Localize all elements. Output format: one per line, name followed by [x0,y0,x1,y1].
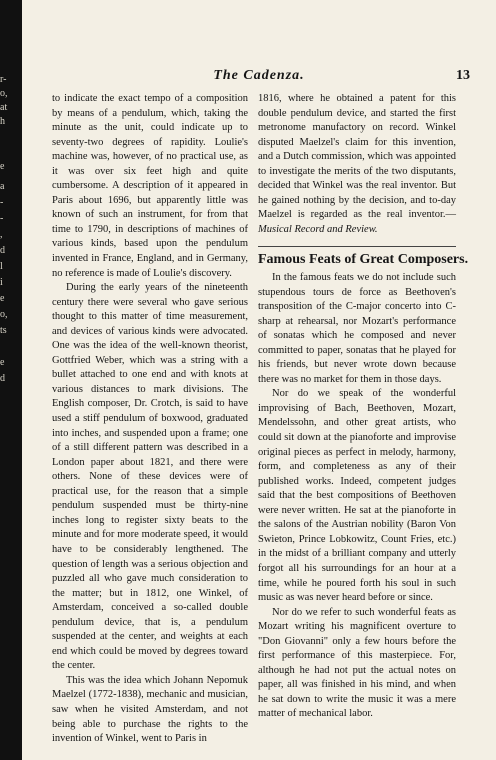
edge-fragment: o, [0,88,8,99]
edge-fragment: ts [0,325,7,336]
edge-fragment: e [0,293,5,304]
left-paragraph-2: During the early years of the nineteenth century there were several who gave serious thought to this matter of time measurement, and devices of various kinds were advocated. One was the idea of the well-known theorist, Gottfried Weber, which was a string with a bullet attached to one end and with knots at various distances to mark divisions. The English composer, Dr. Crotch, is said to have used a stiff pendulum of boxwood, graduated into inches, and suspended upon a frame; one of a still different pattern was described in a London paper about 1821, and there were others. None of these devices were of practical use, for the reason that a simple pendulum suspended must be thirty-nine inches long to register sixty beats to the minute and for more moderate speed, it would have to be considerably lengthened. The question of length was a serious objection and puzzled all who gave much consideration to the matter; but in 1812, one Winkel, of Amsterdam, conceived a so-called double pendulum device, that is, a pendulum suspended at the center, and weights at each end which could be moved by degrees toward the center. [52,282,248,672]
edge-fragment: i [0,277,3,288]
edge-fragment: d [0,245,5,256]
edge-fragment: - [0,213,4,224]
article-source: Musical Record and Review. [258,223,378,235]
left-column [52,92,248,747]
edge-fragment: at [0,102,8,113]
right-paragraph-3: Nor do we speak of the wonderful improvising of Bach, Beethoven, Mozart, Mendelssohn, and other great artists, who could sit down at the pianoforte and improvise original pieces as perfect in melody, harmony, form, and completeness as any of their published works. Indeed, competent judges said that the best compositions of Beethoven were never written. He sat at the pianoforte in the salons of the Austrian nobility (Baron Von Swieton, Prince Lobkowitz, Count Fries, etc.) in the midst of a brilliant company and utterly forgot all his surroundings for an hour at a time, while he poured forth his soul in such music as was never heard before or since. [258,388,456,604]
running-title: The Cadenza. [213,68,305,83]
right-paragraph-4: Nor do we refer to such wonderful feats as Mozart writing his magnificent overture to "Don Giovanni" only a few hours before the first performance of this masterpiece. For, although he had not put the actual notes on paper, all was finished in his mind, and when he sat down to write the music it was a mere matter of mechanical labor. [258,606,456,720]
edge-fragment: , [0,229,3,240]
left-paragraph-3: This was the idea which Johann Nepomuk Maelzel (1772-1838), mechanic and musician, saw when he visited Amsterdam, and not being able to purchase the rights to the invention of Winkel, went to Paris in [52,674,248,745]
edge-fragment: l [0,261,3,272]
edge-fragment: e [0,357,5,368]
page-number: 13 [456,68,470,83]
edge-fragment: r- [0,74,7,85]
section-title: Famous Feats of Great Composers. [258,246,456,268]
magazine-page [22,0,496,760]
right-column [258,92,469,722]
edge-fragment: - [0,197,4,208]
edge-fragment: e [0,161,5,172]
running-header [22,68,496,88]
right-paragraph-2: In the famous feats we do not include such stupendous tours de force as Beethoven's transposition of the C-major concerto into C-sharp at rehearsal, nor Mozart's performance of sonatas which he composed and never committed to paper, sonatas that he played for his friends, but never wrote down because there was no market for them in those days. [258,272,456,385]
left-paragraph-1: to indicate the exact tempo of a composition by means of a pendulum, which, taking the minute as the unit, could indicate up to seventy-two degrees of rapidity. Loulie's machine was, however, of no practical use, as it was over six feet high and quite cumbersome. A description of it appeared in Paris about 1696, but apparently little was known of such an instrument, for from that time to 1790, in descriptions of machines of various kinds, based upon the pendulum invented in France, England, and in Germany, no reference is made of Loulie's discovery. [52,93,248,279]
facing-page-edge [0,0,22,760]
edge-fragment: a [0,181,5,192]
right-paragraph-1-text: 1816, where he obtained a patent for this double pendulum device, and started the first metronome manufactory on record. Winkel disputed Maelzel's claim for this invention, and a Dutch commission, which was appointed to investigate the merits of the two disputants, decided that Winkel was the real inventor. But he gained nothing by the decision, and to-day Maelzel is regarded as the real inventor.— [258,93,457,221]
edge-fragment: d [0,373,5,384]
right-paragraph-1 [258,92,456,237]
edge-fragment: o, [0,309,8,320]
edge-fragment: h [0,116,5,127]
